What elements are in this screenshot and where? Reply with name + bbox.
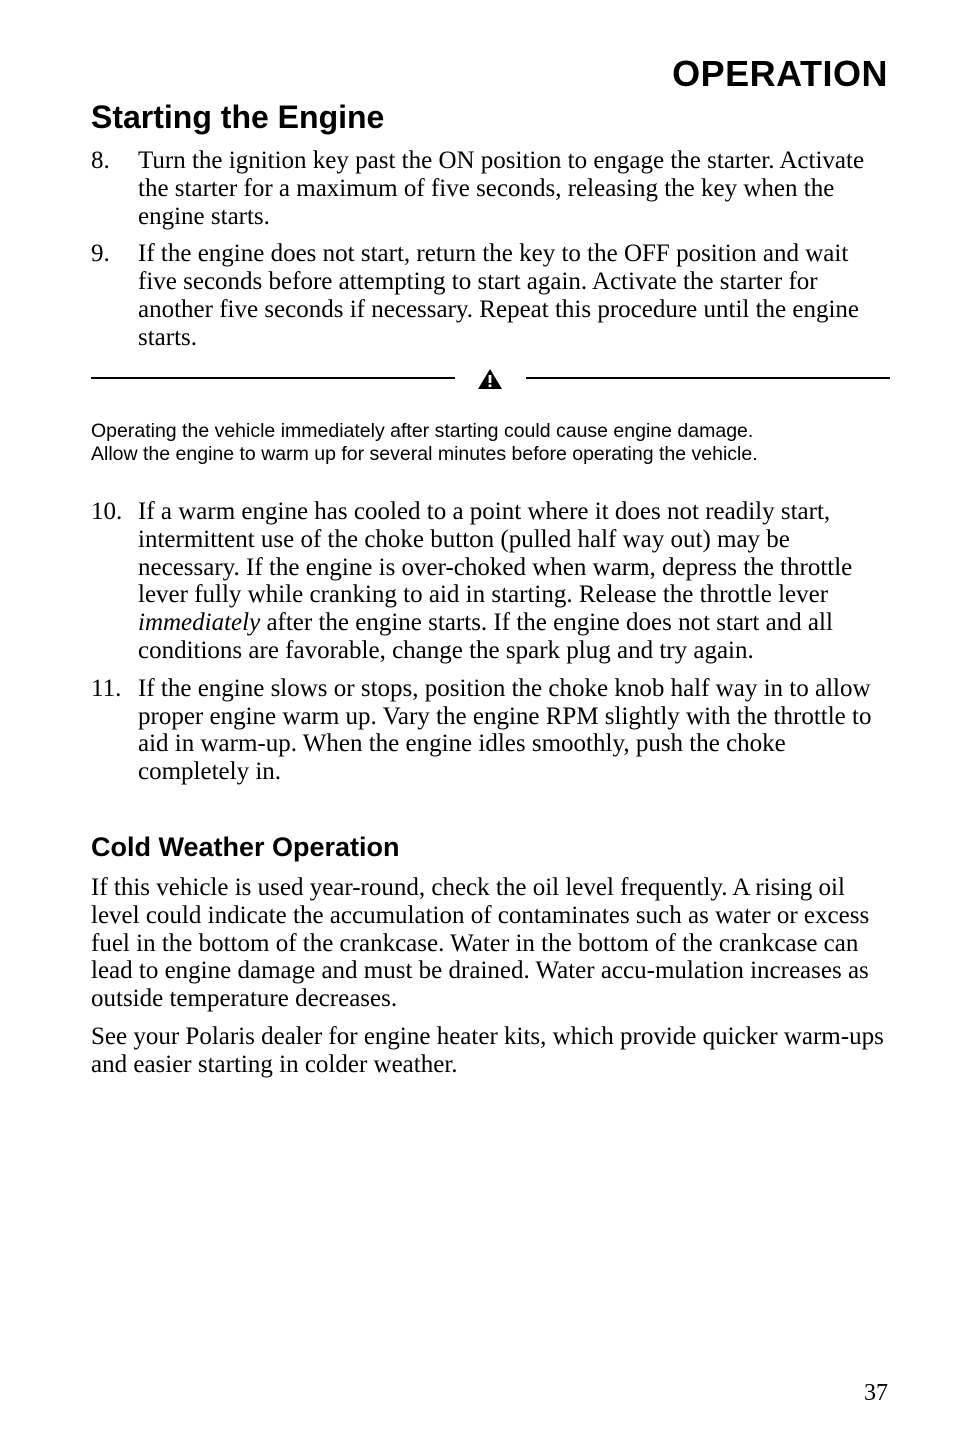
step-text (138, 498, 852, 664)
caution-rule-right (526, 377, 890, 379)
steps-list-second (91, 498, 891, 796)
step-number: 8. (91, 147, 110, 174)
caution-line-2: Allow the engine to warm up for several minutes before operating the vehicle. (91, 443, 758, 465)
caution-rule-left (91, 377, 455, 379)
cold-weather-body (91, 874, 891, 1089)
cold-weather-heading: Cold Weather Operation (91, 832, 400, 862)
caution-text (91, 420, 891, 466)
section-title: OPERATION (672, 53, 888, 94)
page-heading: Starting the Engine (91, 99, 385, 135)
caution-rule (91, 366, 891, 394)
cold-weather-paragraph-2: See your Polaris dealer for engine heater kits, which provide quicker warm-ups and easier starting in colder weather. (91, 1022, 884, 1078)
cold-weather-paragraph-1: If this vehicle is used year-round, check the oil level frequently. A rising oil level could indicate the accumulation of contaminates such as water or excess fuel in the bottom of the crankcase. Water in the bottom of the crankcase can lead to engine damage and must be drained. Water accu-mulation increases as outside temperature decreases. (91, 874, 870, 1013)
page-number: 37 (864, 1380, 888, 1406)
step-10 (91, 498, 891, 665)
step-number: 11. (91, 674, 122, 702)
step-text: Turn the ignition key past the ON position to engage the starter. Activate the starter for a maximum of five seconds, releasing the key when the engine starts. (138, 147, 865, 230)
step-text: If the engine does not start, return the key to the OFF position and wait five seconds before attempting to start again. Activate the starter for another five seconds if necessary. Repeat this procedure until the engine starts. (138, 240, 860, 351)
steps-list-first (91, 147, 891, 362)
step-text: If the engine slows or stops, position the choke knob half way in to allow proper engine warm up. Vary the engine RPM slightly with the throttle to aid in warm-up. When the engine idles smoothly, push the choke completely in. (138, 674, 872, 786)
step-8 (91, 147, 891, 230)
step-text-emphasis: immediately (138, 609, 261, 637)
step-number: 10. (91, 498, 123, 525)
step-9 (91, 240, 891, 351)
step-number: 9. (91, 240, 110, 268)
step-text-part: If a warm engine has cooled to a point where it does not readily start, intermittent use of the choke button (pulled half way out) may be necessary. If the engine is over-choked when warm, depress the throttle lever fully while cranking to aid in starting. Release the throttle lever (138, 498, 853, 609)
caution-line-1: Operating the vehicle immediately after starting could cause engine damage. (91, 420, 754, 442)
step-11 (91, 675, 891, 786)
warning-triangle-icon (477, 368, 503, 390)
step-text-part: after the engine starts. If the engine does not start and all conditions are favorable, change the spark plug and try again. (138, 609, 833, 664)
caution-box (91, 366, 891, 466)
